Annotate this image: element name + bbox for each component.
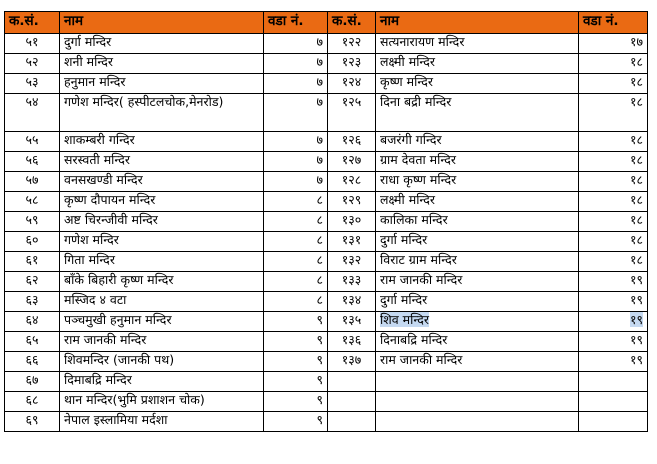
cell-sn-right: १३४ (328, 292, 376, 312)
cell-ward-left: ८ (264, 272, 328, 292)
cell-name-left: नेपाल इस्लामिया मर्दशा (60, 412, 264, 432)
cell-ward-left: ७ (264, 34, 328, 54)
table-row (5, 332, 648, 352)
cell-name-left: अष्ट चिरन्जीवी मन्दिर (60, 212, 264, 232)
cell-ward-right (579, 372, 648, 392)
cell-ward-right: १९ (579, 292, 648, 312)
cell-sn-left: ५२ (5, 54, 60, 74)
table-row (5, 312, 648, 332)
cell-ward-right: १८ (579, 212, 648, 232)
cell-sn-right: १२७ (328, 152, 376, 172)
cell-name-right (376, 312, 579, 332)
cell-name-right: राधा कृष्ण मन्दिर (376, 172, 579, 192)
cell-sn-left: ५७ (5, 172, 60, 192)
cell-sn-right: १३० (328, 212, 376, 232)
highlighted-text: १९ (629, 312, 643, 327)
cell-sn-right: १२९ (328, 192, 376, 212)
cell-name-left: राम जानकी मन्दिर (60, 332, 264, 352)
cell-sn-left: ६८ (5, 392, 60, 412)
cell-sn-right: १२४ (328, 74, 376, 94)
cell-sn-right: १२२ (328, 34, 376, 54)
cell-name-right: लक्ष्मी मन्दिर (376, 192, 579, 212)
cell-sn-right: १३१ (328, 232, 376, 252)
cell-ward-left: ८ (264, 252, 328, 272)
cell-sn-left: ६३ (5, 292, 60, 312)
cell-sn-left: ५५ (5, 132, 60, 152)
cell-sn-right (328, 372, 376, 392)
cell-ward-right: १८ (579, 74, 648, 94)
cell-sn-left: ६० (5, 232, 60, 252)
cell-name-right: कालिका मन्दिर (376, 212, 579, 232)
header-ward-right: वडा नं. (579, 12, 648, 34)
cell-name-right: कृष्ण मन्दिर (376, 74, 579, 94)
cell-sn-right: १३५ (328, 312, 376, 332)
cell-name-right (376, 372, 579, 392)
cell-ward-right: १८ (579, 54, 648, 74)
cell-name-right: दुर्गा मन्दिर (376, 232, 579, 252)
temple-list-table (4, 11, 648, 432)
table-row (5, 272, 648, 292)
cell-sn-left: ६१ (5, 252, 60, 272)
cell-ward-left: ७ (264, 54, 328, 74)
cell-sn-right (328, 392, 376, 412)
cell-name-left: बाँके बिहारी कृष्ण मन्दिर (60, 272, 264, 292)
cell-name-right: विराट ग्राम मन्दिर (376, 252, 579, 272)
table-row (5, 152, 648, 172)
header-row (5, 12, 648, 34)
cell-name-right: दिनाबद्रि मन्दिर (376, 332, 579, 352)
cell-ward-right: १८ (579, 172, 648, 192)
cell-ward-left: ७ (264, 74, 328, 94)
cell-ward-right: १८ (579, 152, 648, 172)
cell-sn-left: ५९ (5, 212, 60, 232)
header-name-left: नाम (60, 12, 264, 34)
table-row (5, 392, 648, 412)
cell-sn-right: १३६ (328, 332, 376, 352)
cell-name-left: कृष्ण दौपायन मन्दिर (60, 192, 264, 212)
table-row (5, 372, 648, 392)
cell-name-right: दुर्गा मन्दिर (376, 292, 579, 312)
cell-ward-left: ९ (264, 312, 328, 332)
table-row (5, 94, 648, 132)
cell-ward-right: १९ (579, 332, 648, 352)
table-row (5, 172, 648, 192)
cell-name-left: पञ्चमुखी हनुमान मन्दिर (60, 312, 264, 332)
cell-ward-right: १८ (579, 94, 648, 132)
cell-ward-left: ९ (264, 372, 328, 392)
cell-name-left: गिता मन्दिर (60, 252, 264, 272)
cell-name-right: बजरंगी गन्दिर (376, 132, 579, 152)
cell-sn-left: ५८ (5, 192, 60, 212)
cell-ward-right: १९ (579, 272, 648, 292)
cell-ward-right (579, 412, 648, 432)
cell-name-right (376, 392, 579, 412)
cell-name-left: शाकम्बरी गन्दिर (60, 132, 264, 152)
cell-sn-left: ६५ (5, 332, 60, 352)
cell-name-left: गणेश मन्दिर (60, 232, 264, 252)
cell-sn-right: १३२ (328, 252, 376, 272)
cell-name-left: हनुमान मन्दिर (60, 74, 264, 94)
cell-name-right: दिना बद्री मन्दिर (376, 94, 579, 132)
cell-ward-right: १८ (579, 232, 648, 252)
table-row (5, 192, 648, 212)
cell-sn-left: ५३ (5, 74, 60, 94)
cell-sn-left: ६९ (5, 412, 60, 432)
cell-ward-left: ९ (264, 412, 328, 432)
cell-name-right (376, 412, 579, 432)
cell-name-left: शनी मन्दिर (60, 54, 264, 74)
cell-ward-right: १८ (579, 192, 648, 212)
cell-sn-right: १२६ (328, 132, 376, 152)
cell-name-right: लक्ष्मी मन्दिर (376, 54, 579, 74)
cell-ward-left: ८ (264, 232, 328, 252)
table-row (5, 292, 648, 312)
cell-sn-left: ६४ (5, 312, 60, 332)
cell-name-right: राम जानकी मन्दिर (376, 272, 579, 292)
table-row (5, 232, 648, 252)
cell-ward-left: ७ (264, 152, 328, 172)
table-row (5, 352, 648, 372)
cell-sn-right: १२५ (328, 94, 376, 132)
cell-ward-left: ९ (264, 332, 328, 352)
cell-ward-left: ८ (264, 292, 328, 312)
cell-sn-left: ५४ (5, 94, 60, 132)
cell-name-left: शिवमन्दिर (जानकी पथ) (60, 352, 264, 372)
header-sn-left: क.सं. (5, 12, 60, 34)
cell-name-left: वनसखण्डी मन्दिर (60, 172, 264, 192)
cell-ward-left: ७ (264, 94, 328, 132)
cell-sn-left: ५६ (5, 152, 60, 172)
cell-sn-right (328, 412, 376, 432)
cell-name-right: सत्यनारायण मन्दिर (376, 34, 579, 54)
cell-ward-left: ८ (264, 212, 328, 232)
header-sn-right: क.सं. (328, 12, 376, 34)
cell-sn-right: १२३ (328, 54, 376, 74)
cell-name-left: मस्जिद ४ वटा (60, 292, 264, 312)
cell-sn-right: १३३ (328, 272, 376, 292)
table-row (5, 252, 648, 272)
highlighted-text: शिव मन्दिर (380, 312, 429, 327)
table-row (5, 34, 648, 54)
cell-sn-left: ६२ (5, 272, 60, 292)
table-row (5, 212, 648, 232)
table-row (5, 412, 648, 432)
cell-ward-right: १९ (579, 352, 648, 372)
cell-ward-right (579, 392, 648, 412)
cell-ward-left: ७ (264, 132, 328, 152)
cell-sn-left: ६७ (5, 372, 60, 392)
cell-name-left: सरस्वती मन्दिर (60, 152, 264, 172)
cell-ward-right: १८ (579, 132, 648, 152)
cell-name-left: दिमाबद्रि मन्दिर (60, 372, 264, 392)
cell-sn-left: ५१ (5, 34, 60, 54)
cell-ward-right (579, 312, 648, 332)
cell-name-left: गणेश मन्दिर( हस्पीटलचोक,मेनरोड) (60, 94, 264, 132)
cell-ward-left: ९ (264, 352, 328, 372)
cell-ward-left: ८ (264, 192, 328, 212)
cell-name-left: थान मन्दिर(भुमि प्रशाशन चोक) (60, 392, 264, 412)
table-row (5, 54, 648, 74)
cell-name-left: दुर्गा मन्दिर (60, 34, 264, 54)
cell-ward-left: ९ (264, 392, 328, 412)
cell-ward-right: १७ (579, 34, 648, 54)
table-row (5, 132, 648, 152)
cell-sn-left: ६६ (5, 352, 60, 372)
header-name-right: नाम (376, 12, 579, 34)
cell-name-right: ग्राम देवता मन्दिर (376, 152, 579, 172)
header-ward-left: वडा नं. (264, 12, 328, 34)
cell-ward-left: ७ (264, 172, 328, 192)
cell-ward-right: १८ (579, 252, 648, 272)
table-row (5, 74, 648, 94)
cell-sn-right: १३७ (328, 352, 376, 372)
cell-sn-right: १२८ (328, 172, 376, 192)
cell-name-right: राम जानकी मन्दिर (376, 352, 579, 372)
